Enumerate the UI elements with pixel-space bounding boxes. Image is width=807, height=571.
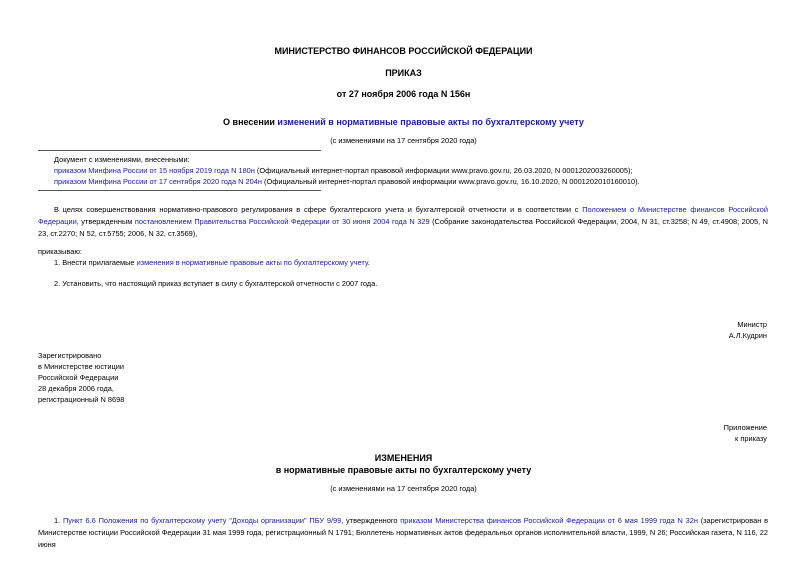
preamble-paragraph	[38, 204, 768, 240]
registration-line: регистрационный N 8698	[38, 395, 125, 404]
preamble-text-1: В целях совершенствования нормативно-правового регулирования в сфере бухгалтерского учета и бухгалтерской отчетности и в соответствии с	[54, 205, 583, 214]
change-item-1-text: (Официальный интернет-портал правовой информации www.pravo.gov.ru, 26.03.2020, N 0001202003260005);	[254, 166, 633, 175]
doc-type: ПРИКАЗ	[385, 68, 422, 78]
doc-title-link[interactable]: изменений в нормативные правовые акты по бухгалтерскому учету	[277, 117, 584, 127]
preamble-text-3: (Собрание законодательства Российской Федерации, 2004, N 31, ст.3258; N 49, ст.4908; 2005, N 23, ст.2270; N 52, ст.5755; 2006, N 32, ст.3569),	[38, 217, 769, 238]
changes-intro: Документ с изменениями, внесенными:	[54, 155, 190, 164]
registration-block	[38, 350, 124, 405]
changes-top-divider	[38, 150, 321, 151]
annex-revision: (с изменениями на 17 сентября 2020 года)	[330, 484, 477, 493]
annex-text-1: , утвержденного	[341, 516, 401, 525]
annex-title: ИЗМЕНЕНИЯ	[374, 453, 433, 463]
doc-title	[0, 117, 807, 127]
order-item-1	[54, 257, 370, 268]
change-item-2-link[interactable]: приказом Минфина России от 17 сентября 2020 года N 204н	[54, 177, 262, 186]
preamble-text-2: , утвержденным	[76, 217, 135, 226]
change-item-2-text: (Официальный интернет-портал правовой информации www.pravo.gov.ru, 16.10.2020, N 0001202010160010).	[261, 177, 640, 186]
registration-line: 28 декабря 2006 года,	[38, 384, 114, 393]
annex-item-number: 1.	[54, 516, 63, 525]
change-item-1-link[interactable]: приказом Минфина России от 15 ноября 2019 года N 180н	[54, 166, 255, 175]
order-item-1-suffix: .	[367, 258, 370, 267]
change-item-2	[54, 176, 640, 187]
signature-name: А.Л.Кудрин	[728, 331, 767, 340]
change-item-1	[54, 165, 633, 176]
registration-line: в Министерстве юстиции	[38, 362, 125, 371]
appendix-ref: к приказу	[735, 434, 767, 443]
changes-bottom-divider	[38, 190, 321, 191]
regulation-link[interactable]: Положением о Министерстве финансов Российской Федерации	[38, 205, 768, 226]
order-item-2: 2. Установить, что настоящий приказ вступает в силу с бухгалтерской отчетности с 2007 года.	[54, 279, 378, 288]
pbu-link[interactable]: Пункт 6.6 Положения по бухгалтерскому учету "Доходы организации" ПБУ 9/99	[62, 516, 342, 525]
revision-note: (с изменениями на 17 сентября 2020 года)	[330, 136, 477, 145]
decree-link[interactable]: постановлением Правительства Российской Федерации от 30 июня 2004 года N 329	[134, 217, 430, 226]
registration-line: Российской Федерации	[38, 373, 119, 382]
doc-date-number: от 27 ноября 2006 года N 156н	[336, 89, 471, 99]
annex-paragraph-1	[38, 515, 768, 551]
order-word: приказываю:	[38, 247, 82, 256]
ministry-heading: МИНИСТЕРСТВО ФИНАНСОВ РОССИЙСКОЙ ФЕДЕРАЦИИ	[274, 46, 533, 56]
order-item-1-link[interactable]: изменения в нормативные правовые акты по бухгалтерскому учету	[136, 258, 368, 267]
annex-text-2: (зарегистрирован в Министерстве юстиции Российской Федерации 31 мая 1999 года, регистрационный N 1791; Бюллетень нормативных актов федеральных органов исполнительной власти, 1999, N 26; Российская газета, N 116, 22 июня	[38, 516, 768, 549]
signature-role: Министр	[737, 320, 767, 329]
registration-line: Зарегистрировано	[38, 351, 102, 360]
annex-subtitle: в нормативные правовые акты по бухгалтерскому учету	[275, 465, 532, 475]
appendix-label: Приложение	[723, 423, 767, 432]
minfin-order-link[interactable]: приказом Министерства финансов Российской Федерации от 6 мая 1999 года N 32н	[400, 516, 698, 525]
order-item-1-prefix: 1. Внести прилагаемые	[54, 258, 137, 267]
doc-title-prefix: О внесении	[223, 117, 278, 127]
